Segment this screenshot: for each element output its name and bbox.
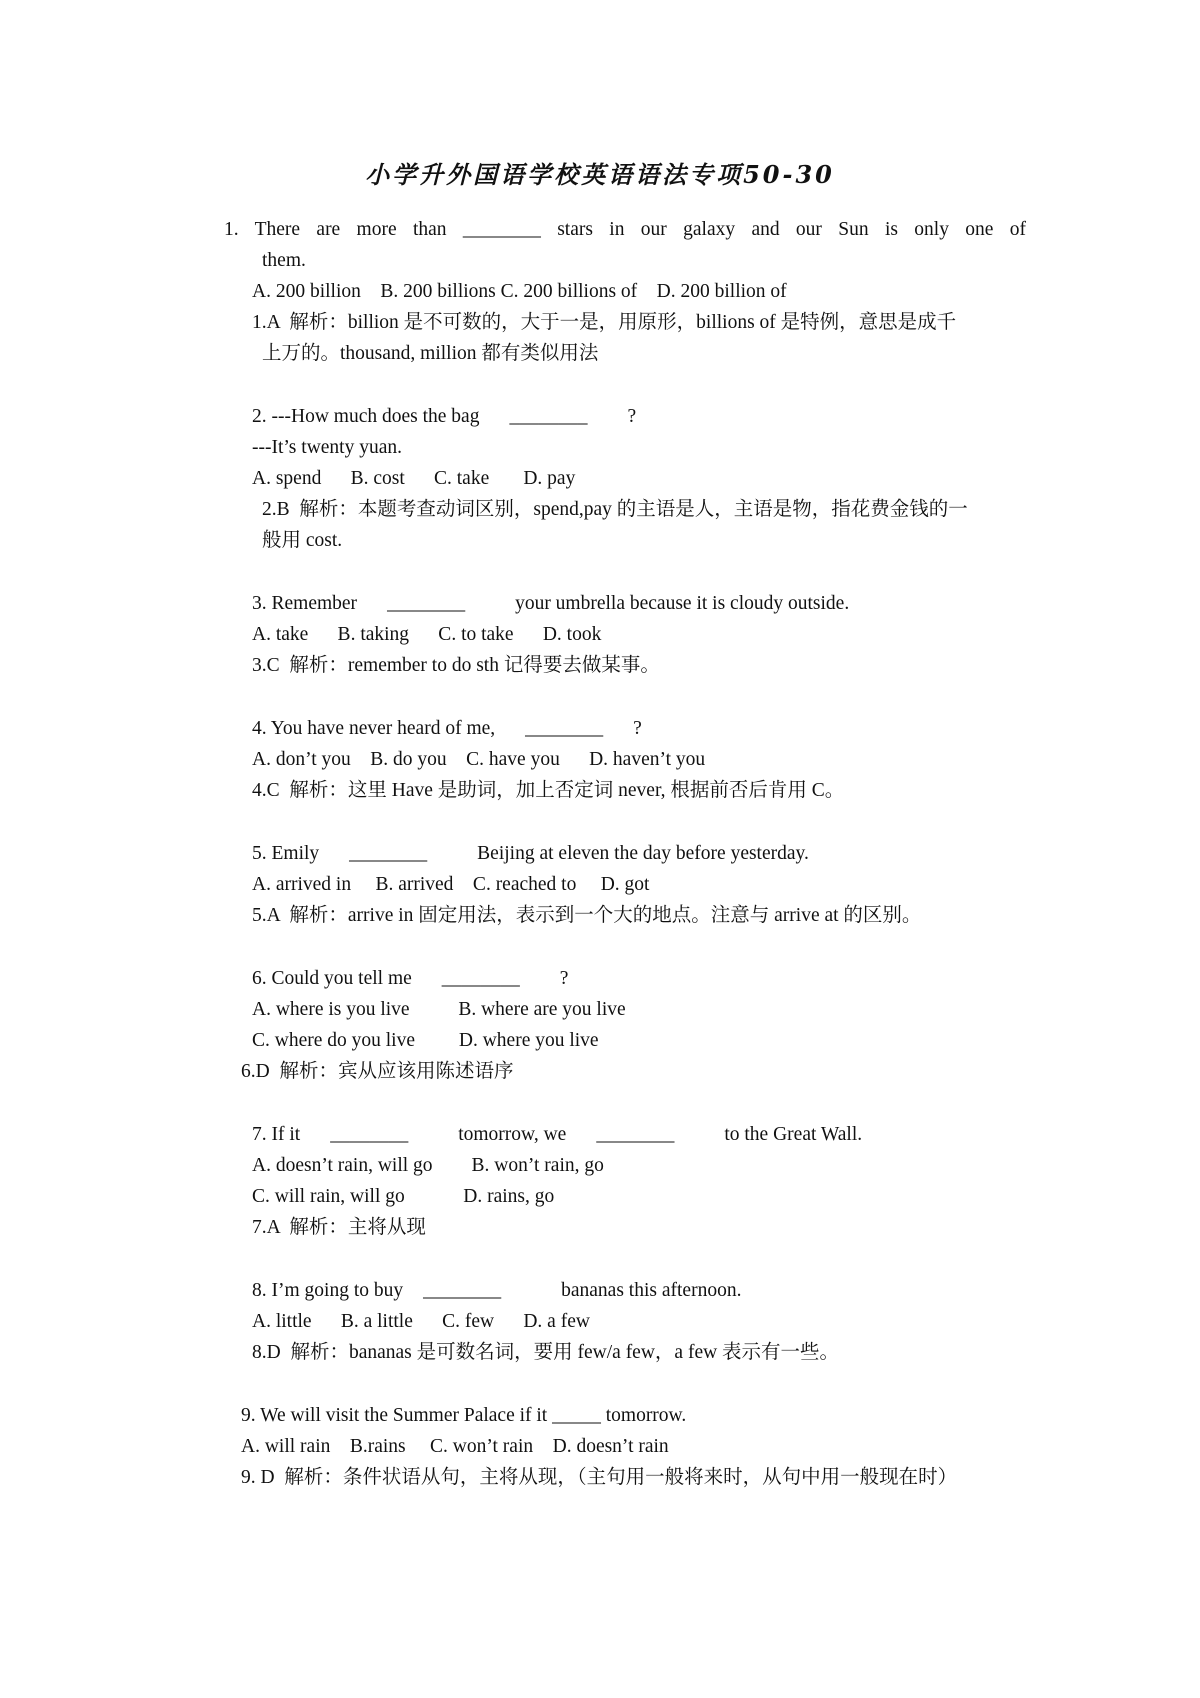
question-7-stem-mid: tomorrow, we bbox=[458, 1124, 567, 1145]
question-8-stem-after: bananas this afternoon. bbox=[561, 1280, 742, 1301]
question-3-blank: ________ bbox=[387, 593, 466, 614]
question-3-stem-text: 3. Remember bbox=[252, 593, 358, 614]
question-3-stem-after: your umbrella because it is cloudy outside. bbox=[515, 593, 850, 614]
question-3-stem bbox=[252, 591, 849, 617]
question-4-blank: ________ bbox=[525, 718, 604, 739]
question-4-options: A. don’t you B. do you C. have you D. haven’t you bbox=[252, 749, 706, 770]
question-7-stem-text: 7. If it bbox=[252, 1124, 301, 1145]
question-3-options: A. take B. taking C. to take D. took bbox=[252, 624, 602, 645]
question-1-analysis: 1.A 解析：billion 是不可数的，大于一是，用原形，billions of 是特例，意思是成千 bbox=[252, 312, 957, 333]
question-7-analysis: 7.A 解析：主将从现 bbox=[252, 1217, 426, 1238]
question-1-analysis-cont: 上万的。thousand, million 都有类似用法 bbox=[262, 343, 599, 364]
question-7-options-1: A. doesn’t rain, will go B. won’t rain, go bbox=[252, 1155, 604, 1176]
question-8-stem bbox=[252, 1278, 741, 1304]
question-2-stem-text: 2. ---How much does the bag bbox=[252, 406, 480, 427]
question-1-stem bbox=[224, 217, 1026, 243]
question-9-analysis: 9. D 解析：条件状语从句，主将从现，（主句用一般将来时，从句中用一般现在时） bbox=[241, 1467, 958, 1488]
question-5-options: A. arrived in B. arrived C. reached to D. got bbox=[252, 874, 650, 895]
question-5-analysis: 5.A 解析：arrive in 固定用法，表示到一个大的地点。注意与 arrive at 的区别。 bbox=[252, 905, 922, 926]
question-3-analysis: 3.C 解析：remember to do sth 记得要去做某事。 bbox=[252, 655, 660, 676]
question-4-stem-after: ? bbox=[633, 718, 642, 739]
question-5-stem bbox=[252, 841, 809, 867]
question-8-analysis: 8.D 解析：bananas 是可数名词，要用 few/a few，a few 表示有一些。 bbox=[252, 1342, 840, 1363]
question-6-stem-after: ? bbox=[559, 968, 569, 989]
question-6-stem bbox=[252, 966, 568, 992]
question-9-stem: 9. We will visit the Summer Palace if it _____ tomorrow. bbox=[241, 1405, 687, 1426]
question-2-analysis-cont: 般用 cost. bbox=[262, 530, 343, 551]
question-8-stem-text: 8. I’m going to buy bbox=[252, 1280, 404, 1301]
question-4-analysis: 4.C 解析：这里 Have 是助词，加上否定词 never, 根据前否后肯用 C。 bbox=[252, 780, 845, 801]
question-7-blank-2: ________ bbox=[596, 1124, 675, 1145]
question-5-stem-text: 5. Emily bbox=[252, 843, 320, 864]
question-6-analysis: 6.D 解析：宾从应该用陈述语序 bbox=[241, 1061, 514, 1082]
question-4-stem-text: 4. You have never heard of me, bbox=[252, 718, 496, 739]
question-1-stem-after: stars in our galaxy and our Sun is only one of bbox=[557, 219, 1027, 240]
question-9-options: A. will rain B.rains C. won’t rain D. doesn’t rain bbox=[241, 1436, 669, 1457]
question-2-stem bbox=[252, 404, 636, 430]
question-4-stem bbox=[252, 716, 642, 742]
question-6-options-1: A. where is you live B. where are you live bbox=[252, 999, 626, 1020]
question-7-blank: ________ bbox=[330, 1124, 409, 1145]
question-6-stem-text: 6. Could you tell me bbox=[252, 968, 412, 989]
question-2-analysis: 2.B 解析：本题考查动词区别，spend,pay 的主语是人，主语是物，指花费金钱的一 bbox=[262, 499, 968, 520]
question-5-stem-after: Beijing at eleven the day before yesterday. bbox=[477, 843, 809, 864]
question-8-blank: ________ bbox=[423, 1280, 502, 1301]
page-title: 小学升外国语学校英语语法专项50-30 bbox=[365, 160, 835, 189]
question-2-blank: ________ bbox=[509, 406, 588, 427]
question-1-options: A. 200 billion B. 200 billions C. 200 billions of D. 200 billion of bbox=[252, 281, 787, 302]
question-1-stem-text: 1. There are more than bbox=[224, 219, 447, 240]
question-6-blank: ________ bbox=[441, 968, 520, 989]
question-1-stem-continued: them. bbox=[262, 250, 306, 271]
question-2-stem-after: ? bbox=[627, 406, 637, 427]
question-2-options: A. spend B. cost C. take D. pay bbox=[252, 468, 576, 489]
question-5-blank: ________ bbox=[349, 843, 428, 864]
question-8-options: A. little B. a little C. few D. a few bbox=[252, 1311, 590, 1332]
question-7-options-2: C. will rain, will go D. rains, go bbox=[252, 1186, 555, 1207]
question-7-stem bbox=[252, 1122, 862, 1148]
question-1-blank: ________ bbox=[462, 219, 541, 240]
question-2-reply: ---It’s twenty yuan. bbox=[252, 437, 403, 458]
question-7-stem-after: to the Great Wall. bbox=[724, 1124, 863, 1145]
question-6-options-2: C. where do you live D. where you live bbox=[252, 1030, 599, 1051]
